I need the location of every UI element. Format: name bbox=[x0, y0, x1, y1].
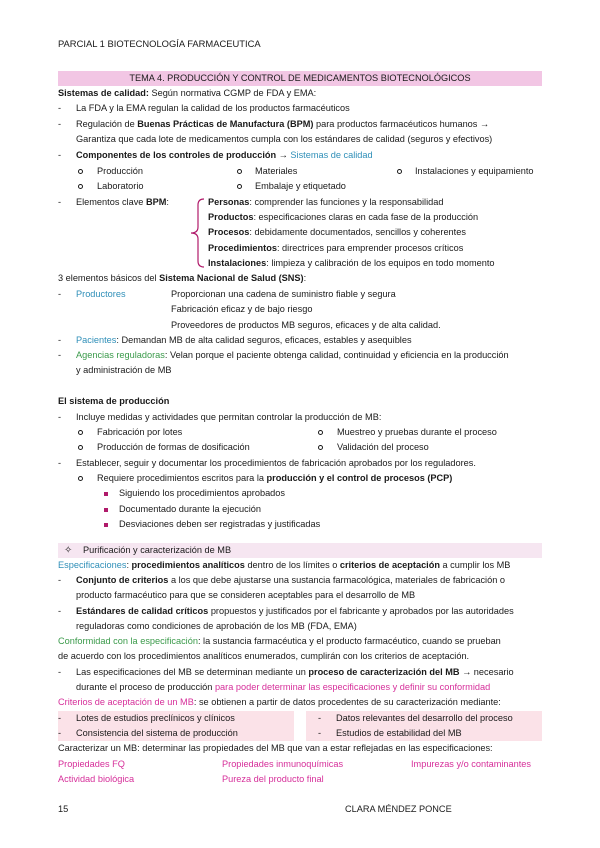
list-item: Las especificaciones del MB se determinan mediante un proceso de caracterización del MB → necesario bbox=[76, 667, 514, 677]
bullet-circle bbox=[78, 179, 83, 194]
agencias-item-cont: y administración de MB bbox=[76, 365, 172, 375]
conformidad-line-cont: de acuerdo con los procedimientos analíticos enumerados, cumplirán con los criterios de aceptación. bbox=[58, 651, 470, 661]
component-item: Producción bbox=[97, 166, 143, 176]
purificacion-heading: Purificación y caracterización de MB bbox=[83, 545, 232, 555]
bullet-circle bbox=[78, 471, 83, 486]
bullet-circle bbox=[397, 164, 402, 179]
sistema-heading: El sistema de producción bbox=[58, 396, 170, 406]
author-name: CLARA MÉNDEZ PONCE bbox=[345, 804, 452, 814]
property-item: Pureza del producto final bbox=[222, 774, 324, 784]
component-item: Embalaje y etiquetado bbox=[255, 181, 346, 191]
dash: - bbox=[58, 289, 62, 299]
sub-item: Muestreo y pruebas durante el proceso bbox=[337, 427, 497, 437]
bullet-circle bbox=[78, 425, 83, 440]
property-item: Propiedades inmunoquímicas bbox=[222, 759, 344, 769]
list-item-cont: reguladoras como condiciones de aprobación de los MB (FDA, EMA) bbox=[76, 621, 357, 631]
component-item: Materiales bbox=[255, 166, 298, 176]
list-item: Estándares de calidad críticos propuestos y justificados por el fabricante y aprobados por las autoridades bbox=[76, 606, 514, 616]
dash: - bbox=[58, 150, 62, 160]
dash: - bbox=[58, 119, 62, 129]
dash: - bbox=[318, 728, 322, 738]
criteria-item: Lotes de estudios preclínicos y clínicos bbox=[76, 713, 235, 723]
list-item: Componentes de los controles de producción → Sistemas de calidad bbox=[76, 150, 373, 160]
caracterizar-line: Caracterizar un MB: determinar las propiedades del MB que van a estar reflejadas en las especificaciones: bbox=[58, 743, 493, 753]
bullet-circle bbox=[318, 440, 323, 455]
productores-line: Fabricación eficaz y de bajo riesgo bbox=[171, 304, 313, 314]
agencias-item: Agencias reguladoras: Velan porque el paciente obtenga calidad, continuidad y eficiencia en la producción bbox=[76, 350, 509, 360]
dash: - bbox=[58, 412, 62, 422]
bullet-circle bbox=[78, 440, 83, 455]
dash: - bbox=[58, 103, 62, 113]
property-item: Impurezas y/o contaminantes bbox=[411, 759, 532, 769]
bpm-item: Productos: especificaciones claras en cada fase de la producción bbox=[208, 212, 479, 222]
list-item: Incluye medidas y actividades que permitan controlar la producción de MB: bbox=[76, 412, 382, 422]
bpm-item: Personas: comprender las funciones y la responsabilidad bbox=[208, 197, 444, 207]
bullet-circle bbox=[237, 179, 242, 194]
dash: - bbox=[58, 667, 62, 677]
dash: - bbox=[58, 575, 62, 585]
bpm-label: Elementos clave BPM: bbox=[76, 197, 169, 207]
list-item: Conjunto de criterios a los que debe ajustarse una sustancia farmacológica, materiales de fabricación o bbox=[76, 575, 505, 585]
pcp-sub-item: Desviaciones deben ser registradas y justificadas bbox=[119, 519, 321, 529]
pcp-sub-item: Documentado durante la ejecución bbox=[119, 504, 261, 514]
productores-line: Proveedores de productos MB seguros, eficaces y de alta calidad. bbox=[171, 320, 441, 330]
pcp-sub-item: Siguiendo los procedimientos aprobados bbox=[119, 488, 285, 498]
pacientes-item: Pacientes: Demandan MB de alta calidad seguros, eficaces, estables y asequibles bbox=[76, 335, 412, 345]
bpm-item: Instalaciones: limpieza y calibración de los equipos en todo momento bbox=[208, 258, 495, 268]
bpm-item: Procedimientos: directrices para emprender procesos críticos bbox=[208, 243, 464, 253]
bullet-square bbox=[104, 517, 108, 532]
brace-icon bbox=[188, 197, 208, 269]
list-item: La FDA y la EMA regulan la calidad de los productos farmacéuticos bbox=[76, 103, 350, 113]
list-item-cont: producto farmacéutico para que se consideren aceptables para el desarrollo de MB bbox=[76, 590, 416, 600]
dash: - bbox=[58, 728, 62, 738]
dash: - bbox=[58, 197, 62, 207]
criterios-line: Criterios de aceptación de un MB: se obtienen a partir de datos procedentes de su caracterización mediante: bbox=[58, 697, 501, 707]
bullet-circle bbox=[78, 164, 83, 179]
dash: - bbox=[58, 606, 62, 616]
pcp-item: Requiere procedimientos escritos para la producción y el control de procesos (PCP) bbox=[97, 473, 453, 483]
criteria-item: Estudios de estabilidad del MB bbox=[336, 728, 462, 738]
criteria-item: Datos relevantes del desarrollo del proceso bbox=[336, 713, 513, 723]
conformidad-line: Conformidad con la especificación: la sustancia farmacéutica y el producto farmacéutico, cuando se prueban bbox=[58, 636, 501, 646]
especificaciones-line: Especificaciones: procedimientos analíticos dentro de los límites o criterios de aceptación a cumplir los MB bbox=[58, 560, 511, 570]
dash: - bbox=[58, 713, 62, 723]
dash: - bbox=[58, 458, 62, 468]
component-item: Laboratorio bbox=[97, 181, 144, 191]
page-number: 15 bbox=[58, 804, 69, 814]
calidad-heading: Sistemas de calidad: Según normativa CGMP de FDA y EMA: bbox=[58, 88, 317, 98]
topic-title: TEMA 4. PRODUCCIÓN Y CONTROL DE MEDICAMENTOS BIOTECNOLÓGICOS bbox=[58, 71, 542, 86]
bullet-circle bbox=[237, 164, 242, 179]
sub-item: Fabricación por lotes bbox=[97, 427, 183, 437]
page-header: PARCIAL 1 BIOTECNOLOGÍA FARMACEUTICA bbox=[58, 38, 261, 49]
dash: - bbox=[58, 335, 62, 345]
list-item: Establecer, seguir y documentar los procedimientos de fabricación aprobados por los reguladores. bbox=[76, 458, 476, 468]
bullet-circle bbox=[318, 425, 323, 440]
list-item-cont: durante el proceso de producción para poder determinar las especificaciones y definir su conformidad bbox=[76, 682, 491, 692]
list-item-cont: Garantiza que cada lote de medicamentos cumpla con los estándares de calidad (seguros y efectivos) bbox=[76, 134, 493, 144]
property-item: Propiedades FQ bbox=[58, 759, 125, 769]
dash: - bbox=[58, 350, 62, 360]
property-item: Actividad biológica bbox=[58, 774, 135, 784]
bullet-square bbox=[104, 502, 108, 517]
dash: - bbox=[318, 713, 322, 723]
sub-item: Validación del proceso bbox=[337, 442, 429, 452]
productores-label: Productores bbox=[76, 289, 126, 299]
component-item: Instalaciones y equipamiento bbox=[415, 166, 534, 176]
sparkle-icon: ✧ bbox=[64, 545, 73, 556]
sub-item: Producción de formas de dosificación bbox=[97, 442, 250, 452]
sns-intro: 3 elementos básicos del Sistema Nacional de Salud (SNS): bbox=[58, 273, 307, 283]
criteria-item: Consistencia del sistema de producción bbox=[76, 728, 238, 738]
productores-line: Proporcionan una cadena de suministro fiable y segura bbox=[171, 289, 396, 299]
bullet-square bbox=[104, 486, 108, 501]
bpm-item: Procesos: debidamente documentados, sencillos y coherentes bbox=[208, 227, 466, 237]
list-item: Regulación de Buenas Prácticas de Manufactura (BPM) para productos farmacéuticos humanos → bbox=[76, 119, 490, 129]
